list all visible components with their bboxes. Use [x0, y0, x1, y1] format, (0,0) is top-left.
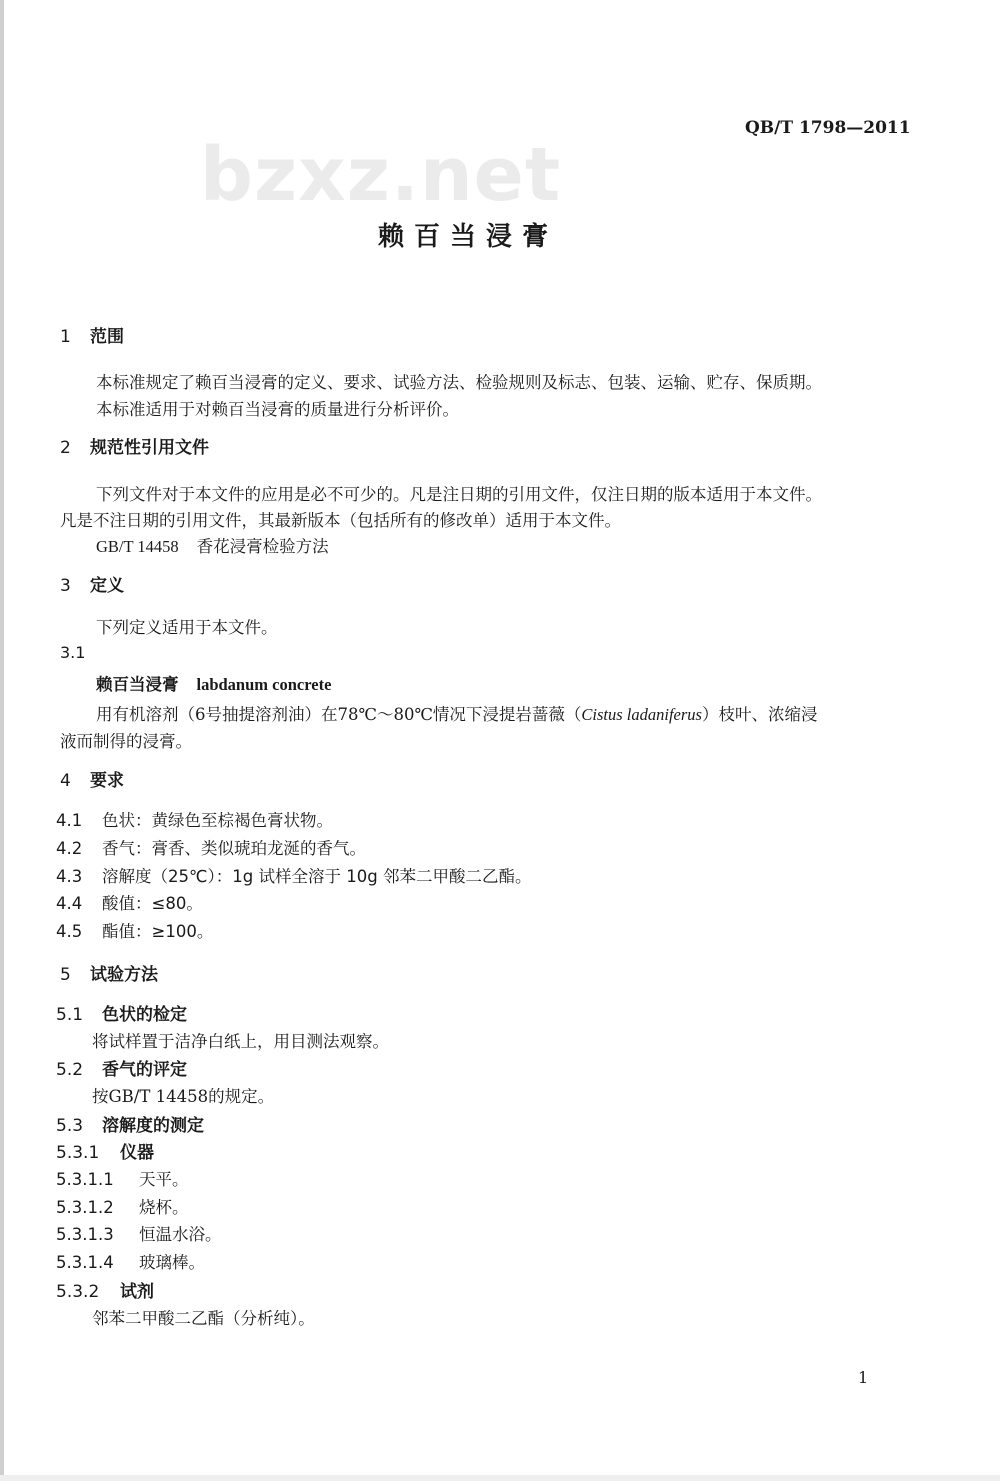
paragraph: 邻苯二甲酸二乙酯（分析纯）。 [92, 1309, 315, 1328]
paragraph: 下列文件对于本文件的应用是必不可少的。凡是注日期的引用文件，仅注日期的版本适用于本文件。 [96, 485, 822, 504]
requirement-item [56, 863, 531, 887]
subsection-number: 5.2 [56, 1060, 84, 1080]
document-title: 赖百当浸膏 [378, 222, 559, 252]
paragraph: 本标准规定了赖百当浸膏的定义、要求、试验方法、检验规则及标志、包装、运输、贮存、保质期。 [96, 373, 822, 392]
definition-text: ）枝叶、浓缩浸 [701, 705, 818, 724]
item-number: 4.2 [56, 839, 83, 858]
item-text: 色状：黄绿色至棕褐色膏状物。 [102, 811, 333, 830]
subclause-number: 3.1 [60, 643, 86, 662]
section-number: 5 [60, 965, 71, 985]
section-title: 定义 [90, 576, 124, 596]
subsection-number: 5.3.1 [56, 1143, 100, 1163]
item-number: 5.3.1.4 [56, 1253, 114, 1272]
item-text: 香气：膏香、类似琥珀龙涎的香气。 [102, 839, 366, 858]
section-number: 2 [60, 438, 71, 458]
reference-code: GB/T 14458 [96, 537, 179, 556]
reference-title: 香花浸膏检验方法 [196, 537, 329, 556]
term-chinese: 赖百当浸膏 [96, 675, 179, 694]
item-number: 4.5 [56, 922, 83, 941]
term-definition-cont: 液而制得的浸膏。 [60, 732, 192, 751]
section-1-heading [60, 322, 124, 347]
item-text: 烧杯。 [139, 1198, 189, 1217]
subsection-number: 5.1 [56, 1005, 84, 1025]
item-number: 5.3.1.3 [56, 1225, 114, 1244]
item-text: 溶解度（25℃）：1g 试样全溶于 10g 邻苯二甲酸二乙酯。 [102, 867, 532, 886]
item-number: 5.3.1.2 [56, 1198, 114, 1217]
instrument-item [56, 1166, 189, 1190]
section-title: 要求 [90, 771, 124, 791]
instrument-item [56, 1249, 205, 1273]
paragraph: 本标准适用于对赖百当浸膏的质量进行分析评价。 [96, 400, 459, 419]
item-text: 酸值：≤80。 [102, 894, 203, 913]
requirement-item [56, 918, 213, 942]
subsection-heading [56, 1138, 154, 1163]
normative-reference [96, 533, 329, 557]
section-title: 试验方法 [90, 965, 158, 985]
document-number: QB/T 1798—2011 [745, 118, 911, 138]
section-title: 规范性引用文件 [90, 438, 209, 458]
section-number: 3 [60, 576, 71, 596]
paragraph: 按GB/T 14458的规定。 [92, 1087, 275, 1106]
instrument-item [56, 1194, 189, 1218]
section-2-heading [60, 433, 209, 458]
item-number: 5.3.1.1 [56, 1170, 114, 1189]
subsection-heading [56, 1111, 204, 1136]
item-text: 玻璃棒。 [139, 1253, 205, 1272]
subsection-heading [56, 1277, 154, 1302]
section-3-heading [60, 571, 124, 596]
subsection-title: 香气的评定 [102, 1060, 187, 1080]
term-definition [96, 701, 817, 725]
section-5-heading [60, 960, 158, 985]
requirement-item [56, 807, 333, 831]
paragraph: 将试样置于洁净白纸上，用目测法观察。 [92, 1032, 389, 1051]
instrument-item [56, 1221, 222, 1245]
subsection-title: 试剂 [120, 1282, 154, 1302]
item-text: 恒温水浴。 [139, 1225, 222, 1244]
item-number: 4.1 [56, 811, 83, 830]
item-text: 酯值：≥100。 [102, 922, 214, 941]
requirement-item [56, 835, 366, 859]
term-english: labdanum concrete [196, 675, 332, 694]
watermark: bzxz.net [200, 132, 562, 218]
item-text: 天平。 [139, 1170, 189, 1189]
paragraph: 下列定义适用于本文件。 [96, 618, 278, 637]
page-number: 1 [858, 1368, 869, 1387]
item-number: 4.4 [56, 894, 83, 913]
species-name: Cistus ladaniferus [581, 705, 702, 724]
subsection-title: 色状的检定 [102, 1005, 187, 1025]
subsection-number: 5.3.2 [56, 1282, 100, 1302]
section-number: 4 [60, 771, 71, 791]
item-number: 4.3 [56, 867, 83, 886]
paragraph: 凡是不注日期的引用文件，其最新版本（包括所有的修改单）适用于本文件。 [60, 511, 621, 530]
subsection-heading [56, 1055, 187, 1080]
definition-text: 用有机溶剂（6号抽提溶剂油）在78℃～80℃情况下浸提岩蔷薇（ [96, 705, 582, 724]
term [96, 671, 331, 695]
section-title: 范围 [90, 327, 124, 347]
requirement-item [56, 890, 203, 914]
subsection-number: 5.3 [56, 1116, 84, 1136]
scan-edge [0, 0, 4, 1481]
scan-edge-bottom [0, 1475, 1000, 1481]
subsection-title: 溶解度的测定 [102, 1116, 204, 1136]
subsection-title: 仪器 [120, 1143, 154, 1163]
subsection-heading [56, 1000, 187, 1025]
section-4-heading [60, 766, 124, 791]
section-number: 1 [60, 327, 71, 347]
